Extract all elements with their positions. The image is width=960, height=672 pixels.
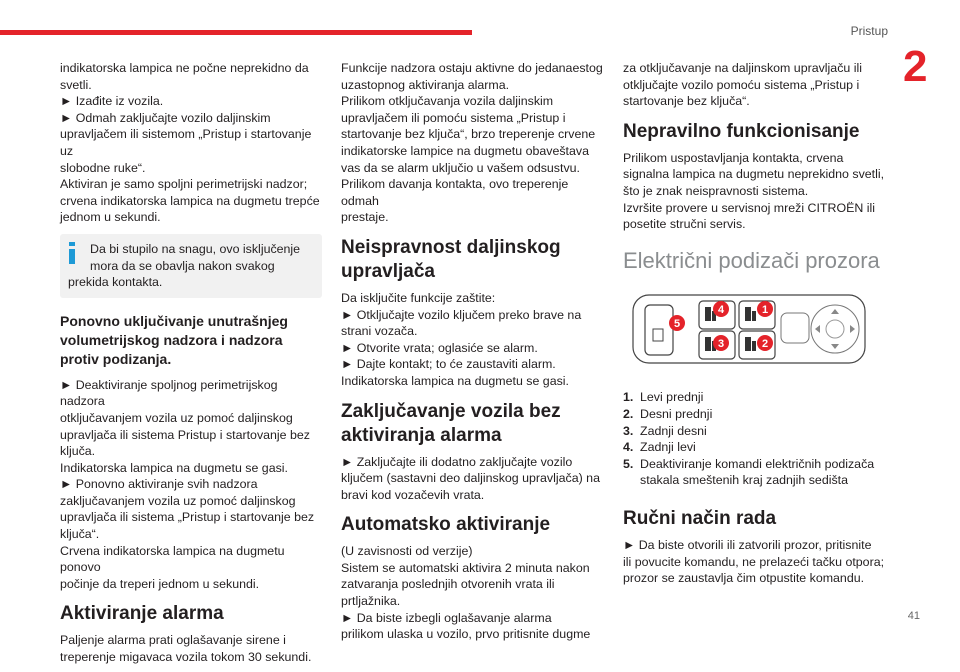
text-line: Prilikom uspostavljanja kontakta, crvena: [623, 150, 844, 165]
heading-power-windows: Električni podizači prozora: [623, 247, 880, 273]
legend-item: [623, 456, 893, 489]
text-line: prilikom ulaska u vozilo, prvo pritisnite dugme: [341, 627, 591, 642]
paragraph-intro: [60, 60, 322, 226]
heading-line: Automatsko aktiviranje: [341, 514, 551, 536]
text-line: ► Otključajte vozilo ključem preko brave na: [341, 307, 582, 322]
text-line: prozor se zaustavlja čim otpustite komandu.: [623, 571, 865, 586]
legend-number: 5.: [623, 456, 634, 471]
text-line: indikatorske lampice na dugmetu obaveštava: [341, 143, 589, 158]
heading-line: Aktiviranje alarma: [60, 603, 224, 625]
text-line: slobodne ruke“.: [60, 160, 146, 175]
text-line: startovanje bez ključa“, brzo treperenje crvene: [341, 127, 596, 142]
text-line: strani vozača.: [341, 324, 418, 339]
heading-malfunction: [623, 120, 893, 144]
figure-legend: [623, 389, 893, 489]
legend-item: [623, 389, 893, 406]
page-number: 41: [907, 610, 920, 622]
heading-line: Nepravilno funkcionisanje: [623, 120, 860, 142]
text-line: startovanje bez ključa“.: [623, 94, 750, 109]
heading-lock-without-alarm: [341, 400, 605, 448]
text-line: Funkcije nadzora ostaju aktivne do jedanaestog: [341, 61, 603, 75]
text-line: otključavanjem vozila uz pomoć daljinskog: [60, 410, 293, 425]
chapter-color-bar: [0, 30, 472, 35]
heading-line: Zaključavanje vozila bez: [341, 400, 561, 422]
text-line: upravljača ili sistema Pristup i startovanje bez: [60, 427, 310, 442]
legend-text: stakala smeštenih kraj zadnjih sedišta: [640, 473, 848, 488]
heading-reactivation: [60, 312, 322, 369]
paragraph-monitoring: [341, 60, 605, 226]
heading-line: Neispravnost daljinskog: [341, 236, 561, 258]
text-line: Paljenje alarma prati oglašavanje sirene i: [60, 633, 286, 648]
text-line: upravljača ili sistema „Pristup i startovanje bez: [60, 510, 315, 525]
text-line: otključajte vozilo pomoću sistema „Pristup i: [623, 77, 860, 92]
text-line: što je znak neispravnosti sistema.: [623, 183, 809, 198]
legend-text: Deaktiviranje komandi električnih podizača: [640, 456, 875, 471]
text-line: uzastopnog aktiviranja alarma.: [341, 77, 510, 92]
section-title: Pristup: [850, 24, 888, 38]
text-line: bravi kod vozačevih vrata.: [341, 487, 485, 502]
text-line: signalna lampica na dugmetu neprekidno svetli,: [623, 167, 885, 182]
note-line: mora da se obavlja nakon svakog: [90, 258, 275, 273]
legend-number: 4.: [623, 440, 634, 455]
text-line: Indikatorska lampica na dugmetu se gasi.: [60, 460, 288, 475]
text-line: počinje da treperi jednom u sekundi.: [60, 576, 260, 591]
callout-marker-3: [713, 335, 729, 351]
note-line: prekida kontakta.: [68, 275, 163, 290]
paragraph-auto-activation: [341, 543, 605, 643]
text-line: Indikatorska lampica na dugmetu se gasi.: [341, 373, 569, 388]
legend-item: [623, 439, 893, 456]
heading-remote-fault: [341, 236, 605, 284]
heading-line: Ponovno uključivanje unutrašnjeg: [60, 312, 288, 329]
text-line: ključem (sastavni deo daljinskog upravljača) na: [341, 471, 600, 486]
text-line: svetli.: [60, 77, 92, 92]
legend-text: Desni prednji: [640, 406, 713, 421]
text-line: ključa.: [60, 444, 96, 459]
paragraph-reactivation: [60, 377, 322, 593]
text-line: prtljažnika.: [341, 594, 401, 609]
legend-number: 1.: [623, 390, 634, 405]
column-right: [623, 60, 893, 593]
mirror-selector: [781, 313, 809, 343]
callout-marker-4: [713, 301, 729, 317]
text-line: Izvršite provere u servisnoj mreži CITROËN ili: [623, 200, 875, 215]
paragraph-manual-mode: [623, 537, 893, 587]
text-line: za otključavanje na daljinskom upravljaču ili: [623, 61, 862, 75]
callout-marker-1: [757, 301, 773, 317]
text-line: Prilikom otključavanja vozila daljinskim: [341, 94, 554, 109]
text-line: Prilikom davanja kontakta, ovo treperenje odmah: [341, 177, 569, 208]
column-middle: [341, 60, 605, 649]
callout-label: 2: [761, 337, 769, 350]
heading-line: upravljača: [341, 260, 435, 282]
callout-marker-5: [669, 315, 685, 331]
text-line: crvena indikatorska lampica na dugmetu trepće: [60, 193, 320, 208]
callout-label: 5: [673, 317, 681, 330]
text-line: vas da se alarm uključio u vašem odsustvu.: [341, 160, 580, 175]
child-lock-switch: [645, 305, 673, 355]
paragraph-malfunction: [623, 150, 893, 233]
paragraph-alarm-trigger: [60, 632, 322, 665]
text-line: (U zavisnosti od verzije): [341, 544, 473, 559]
text-line: jednom u sekundi.: [60, 210, 161, 225]
text-line: upravljačem ili pomoću sistema „Pristup i: [341, 110, 566, 125]
legend-text: Zadnji desni: [640, 423, 707, 438]
text-line: ► Zaključajte ili dodatno zaključajte vozilo: [341, 454, 573, 469]
window-controls-illustration: [631, 291, 867, 367]
text-line: upravljačem ili sistemom „Pristup i startovanje uz: [60, 127, 312, 158]
text-line: ► Odmah zaključajte vozilo daljinskim: [60, 110, 271, 125]
heading-auto-activation: [341, 513, 605, 537]
text-line: ► Izađite iz vozila.: [60, 94, 164, 109]
callout-label: 1: [761, 303, 769, 316]
legend-text: Zadnji levi: [640, 440, 696, 455]
paragraph-unlock: [623, 60, 893, 110]
paragraph-lock-without-alarm: [341, 454, 605, 504]
text-line: ► Deaktiviranje spoljnog perimetrijskog nadzora: [60, 377, 278, 409]
text-line: zatvaranja poslednjih otvorenih vrata ili: [341, 577, 555, 592]
text-line: ► Ponovno aktiviranje svih nadzora: [60, 477, 258, 492]
text-line: zaključavanjem vozila uz pomoć daljinskog: [60, 493, 296, 508]
note-line: Da bi stupilo na snagu, ovo isključenje: [90, 241, 301, 256]
info-note: [60, 234, 322, 298]
heading-line: volumetrijskog nadzora i nadzora: [60, 331, 283, 348]
paragraph-remote-fault: [341, 290, 605, 390]
mirror-joystick-center: [826, 320, 844, 338]
heading-manual-mode: [623, 507, 893, 531]
text-line: Da isključite funkcije zaštite:: [341, 290, 496, 305]
text-line: Aktiviran je samo spoljni perimetrijski nadzor;: [60, 177, 308, 192]
text-line: ključa“.: [60, 527, 100, 542]
heading-alarm-trigger: [60, 602, 322, 626]
text-line: ► Otvorite vrata; oglasiće se alarm.: [341, 340, 538, 355]
legend-item: [623, 406, 893, 423]
text-line: ► Da biste izbegli oglašavanje alarma: [341, 610, 552, 625]
heading-line: protiv podizanja.: [60, 350, 172, 367]
legend-text: Levi prednji: [640, 390, 704, 405]
text-line: ili povucite komandu, ne prelazeći tačku otpora;: [623, 554, 885, 569]
text-line: treperenje migavaca vozila tokom 30 sekundi.: [60, 650, 312, 665]
heading-line: Ručni način rada: [623, 507, 777, 529]
callout-label: 4: [717, 303, 725, 316]
info-icon: [66, 242, 78, 264]
text-line: prestaje.: [341, 210, 389, 225]
legend-number: 2.: [623, 406, 634, 421]
text-line: ► Dajte kontakt; to će zaustaviti alarm.: [341, 357, 556, 372]
legend-number: 3.: [623, 423, 634, 438]
column-left: [60, 60, 322, 672]
text-line: posetite stručni servis.: [623, 217, 746, 232]
callout-marker-2: [757, 335, 773, 351]
text-line: Sistem se automatski aktivira 2 minuta nakon: [341, 560, 590, 575]
chapter-number: 2: [903, 42, 928, 91]
legend-item: [623, 423, 893, 440]
text-line: Crvena indikatorska lampica na dugmetu ponovo: [60, 543, 285, 575]
heading-line: aktiviranja alarma: [341, 424, 502, 446]
text-line: indikatorska lampica ne počne neprekidno da: [60, 61, 309, 75]
text-line: ► Da biste otvorili ili zatvorili prozor, pritisnite: [623, 537, 872, 552]
callout-label: 3: [717, 337, 725, 350]
